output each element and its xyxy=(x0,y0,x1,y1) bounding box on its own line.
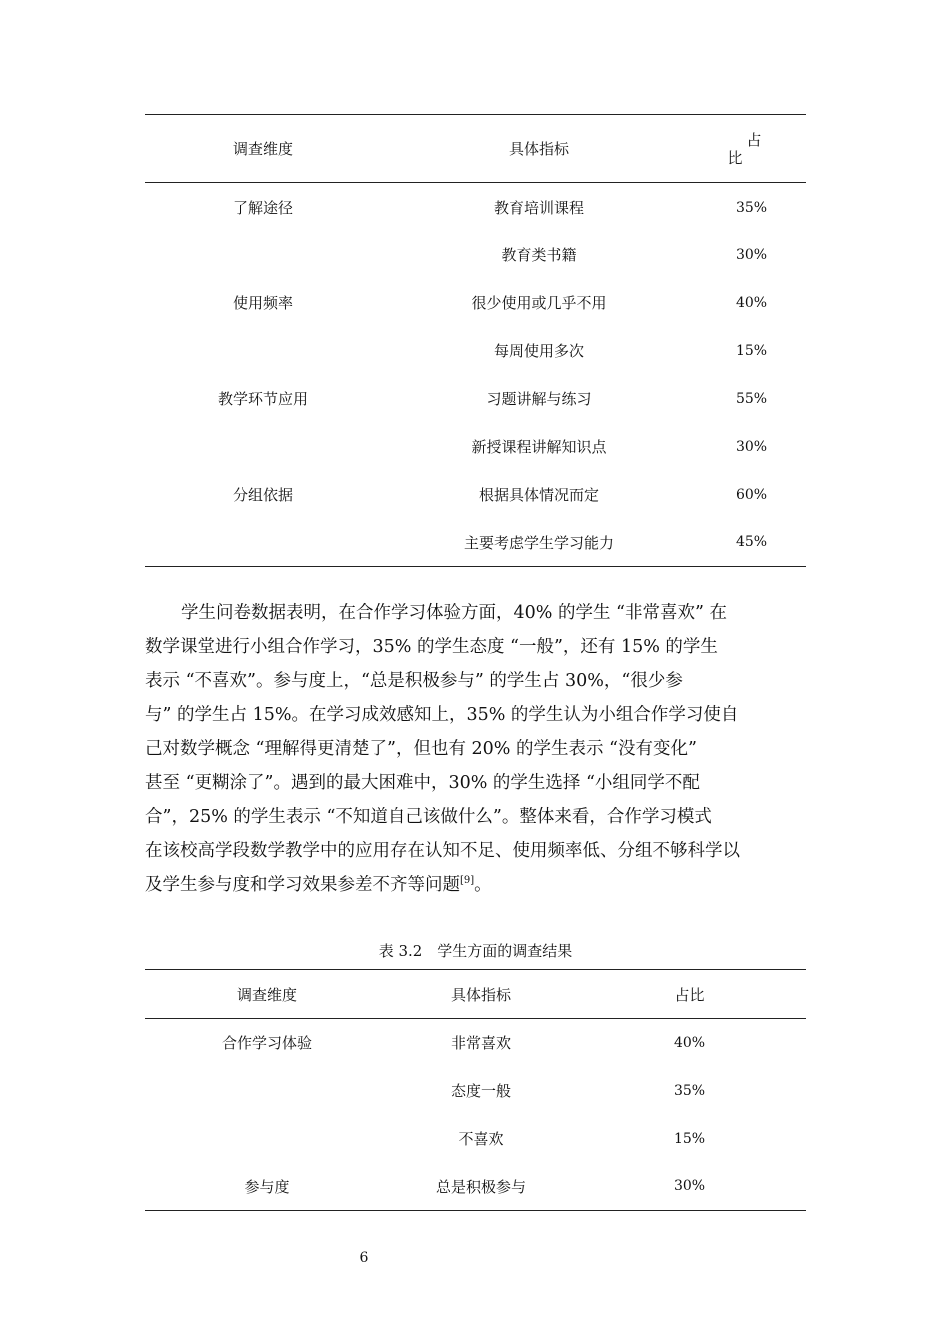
paragraph-line: 表示 “不喜欢”。参与度上，“总是积极参与” 的学生占 30%，“很少参 xyxy=(145,671,683,691)
table-header-row xyxy=(145,970,806,1019)
dimension-cell: 使用频率 xyxy=(232,294,293,312)
indicator-cell: 态度一般 xyxy=(450,1082,511,1100)
paragraph-ending: 。 xyxy=(474,875,492,895)
table-row xyxy=(145,279,806,327)
dimension-cell xyxy=(145,327,381,375)
citation-reference[interactable]: [9] xyxy=(460,875,475,887)
table-row xyxy=(145,231,806,279)
indicator-cell: 非常喜欢 xyxy=(450,1034,511,1053)
column-header-ratio-part2: 比 xyxy=(727,148,743,167)
indicator-cell: 新授课程讲解知识点 xyxy=(471,438,607,456)
indicator-cell: 总是积极参与 xyxy=(435,1177,526,1196)
dimension-cell: 合作学习体验 xyxy=(221,1034,312,1053)
column-header-dimension: 调查维度 xyxy=(232,140,293,158)
paragraph-line: 甚至 “更糊涂了”。遇到的最大困难中，30% 的学生选择 “小组同学不配 xyxy=(145,773,700,793)
table-row xyxy=(145,471,806,519)
table-row xyxy=(145,1163,806,1211)
table-row xyxy=(145,375,806,423)
column-header-indicator: 具体指标 xyxy=(450,985,511,1004)
table-row xyxy=(145,1019,806,1067)
body-paragraph xyxy=(145,596,805,902)
column-header-indicator: 具体指标 xyxy=(508,140,569,158)
table-caption: 表 3.2 学生方面的调查结果 xyxy=(378,942,573,960)
dimension-cell: 参与度 xyxy=(244,1177,290,1196)
ratio-cell: 55% xyxy=(735,390,768,407)
dimension-cell: 教学环节应用 xyxy=(217,390,308,408)
paragraph-line: 及学生参与度和学习效果参差不齐等问题 xyxy=(145,875,460,895)
ratio-cell: 60% xyxy=(735,486,768,503)
indicator-cell: 教育类书籍 xyxy=(501,246,577,264)
table-row xyxy=(145,1067,806,1115)
teacher-survey-table xyxy=(145,114,806,567)
ratio-cell: 15% xyxy=(735,342,768,359)
student-survey-table xyxy=(145,969,806,1211)
indicator-cell: 主要考虑学生学习能力 xyxy=(463,533,614,552)
ratio-cell: 30% xyxy=(735,438,768,455)
indicator-cell: 每周使用多次 xyxy=(493,342,584,360)
paragraph-line: 己对数学概念 “理解得更清楚了”，但也有 20% 的学生表示 “没有变化” xyxy=(145,739,697,759)
dimension-cell xyxy=(145,1067,389,1115)
indicator-cell: 教育培训课程 xyxy=(493,199,584,218)
ratio-cell: 40% xyxy=(673,1034,706,1051)
paragraph-line: 在该校高学段数学教学中的应用存在认知不足、使用频率低、分组不够科学以 xyxy=(145,841,740,861)
ratio-cell: 30% xyxy=(735,246,768,263)
paragraph-line: 数学课堂进行小组合作学习，35% 的学生态度 “一般”，还有 15% 的学生 xyxy=(145,637,718,657)
ratio-cell: 35% xyxy=(735,199,768,216)
indicator-cell: 根据具体情况而定 xyxy=(478,486,599,504)
paragraph-last-line xyxy=(145,868,805,902)
table-row xyxy=(145,519,806,567)
dimension-cell: 了解途径 xyxy=(232,199,293,218)
ratio-cell: 15% xyxy=(673,1130,706,1147)
page-number: 6 xyxy=(359,1250,369,1266)
ratio-cell: 45% xyxy=(735,534,768,551)
paragraph-line: 与” 的学生占 15%。在学习成效感知上，35% 的学生认为小组合作学习使自 xyxy=(145,705,739,725)
column-header-ratio: 占比 xyxy=(674,985,705,1004)
table-row xyxy=(145,1115,806,1163)
dimension-cell xyxy=(145,231,381,279)
indicator-cell: 习题讲解与练习 xyxy=(486,390,592,408)
paragraph-line: 合”，25% 的学生表示 “不知道自己该做什么”。整体来看，合作学习模式 xyxy=(145,807,712,827)
table-header-row xyxy=(145,115,806,183)
ratio-cell: 35% xyxy=(673,1082,706,1099)
table-row xyxy=(145,423,806,471)
dimension-cell xyxy=(145,423,381,471)
table-row xyxy=(145,327,806,375)
dimension-cell: 分组依据 xyxy=(232,486,293,504)
table-row xyxy=(145,183,806,231)
indicator-cell: 不喜欢 xyxy=(458,1130,504,1148)
column-header-ratio xyxy=(697,115,806,183)
column-header-dimension: 调查维度 xyxy=(236,985,297,1004)
dimension-cell xyxy=(145,1115,389,1163)
column-header-ratio-part1: 占 xyxy=(746,130,762,149)
ratio-cell: 40% xyxy=(735,294,768,311)
ratio-cell: 30% xyxy=(673,1178,706,1195)
dimension-cell xyxy=(145,519,381,567)
indicator-cell: 很少使用或几乎不用 xyxy=(471,294,607,312)
paragraph-line: 学生问卷数据表明，在合作学习体验方面，40% 的学生 “非常喜欢” 在 xyxy=(181,603,727,623)
